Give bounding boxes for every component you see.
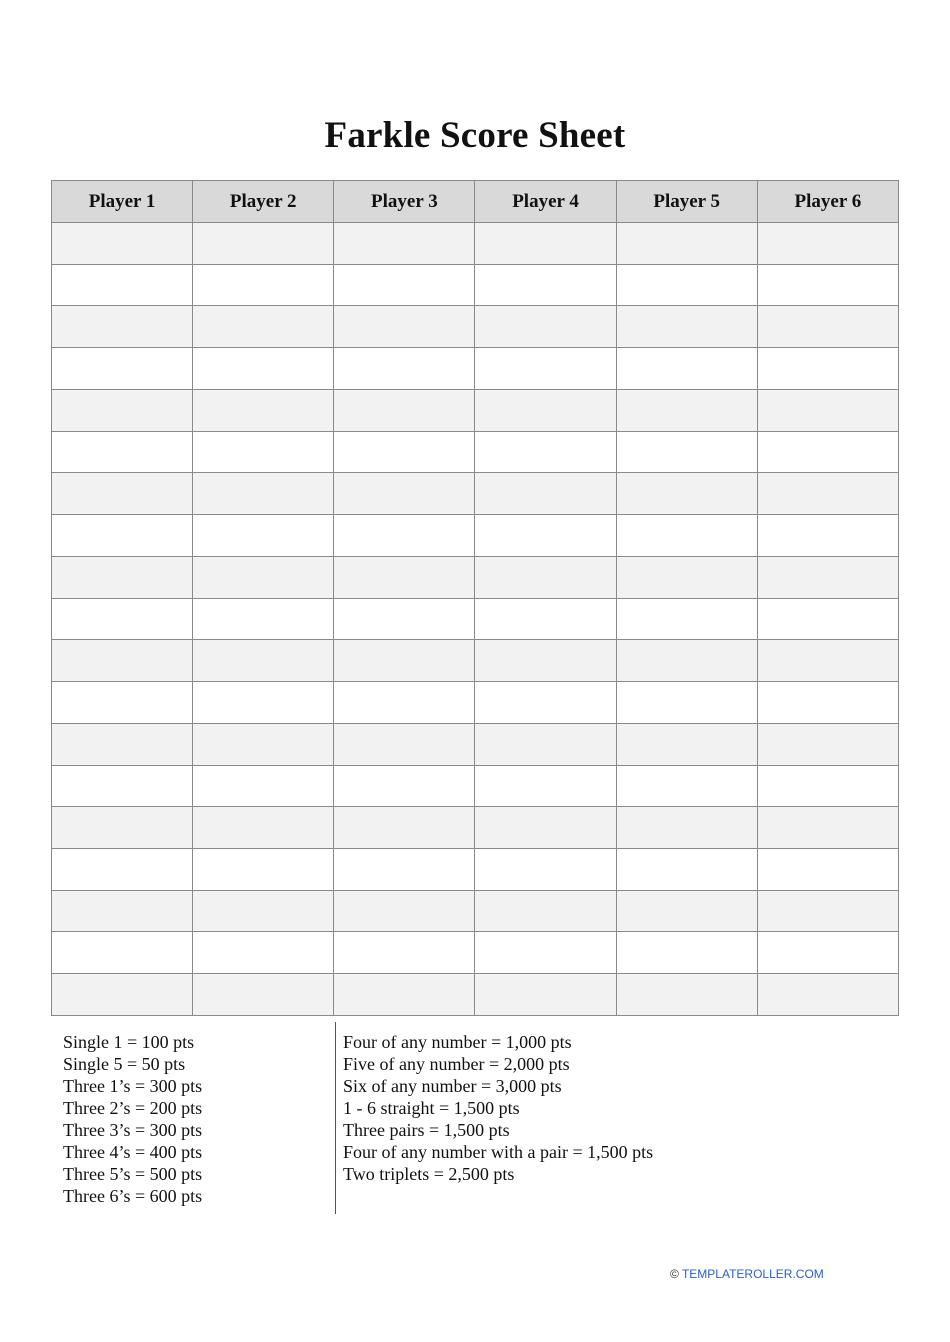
score-cell[interactable] <box>193 515 334 557</box>
score-cell[interactable] <box>193 389 334 431</box>
score-cell[interactable] <box>52 264 193 306</box>
score-cell[interactable] <box>475 765 616 807</box>
score-row <box>52 306 899 348</box>
rule-line: Six of any number = 3,000 pts <box>343 1076 562 1096</box>
score-cell[interactable] <box>475 849 616 891</box>
score-cell[interactable] <box>52 598 193 640</box>
score-cell[interactable] <box>52 932 193 974</box>
score-cell[interactable] <box>52 682 193 724</box>
footer-link[interactable]: TEMPLATEROLLER.COM <box>681 1267 824 1281</box>
rule-line: Single 1 = 100 pts <box>63 1032 195 1052</box>
score-cell[interactable] <box>193 306 334 348</box>
score-cell[interactable] <box>52 223 193 265</box>
score-cell[interactable] <box>475 264 616 306</box>
score-cell[interactable] <box>334 932 475 974</box>
score-cell[interactable] <box>616 431 757 473</box>
score-table <box>51 180 899 1016</box>
score-cell[interactable] <box>757 431 898 473</box>
score-row <box>52 556 899 598</box>
score-row <box>52 431 899 473</box>
score-table-body <box>52 223 899 1016</box>
score-cell[interactable] <box>334 473 475 515</box>
score-cell[interactable] <box>757 389 898 431</box>
score-cell[interactable] <box>757 974 898 1016</box>
score-row <box>52 223 899 265</box>
score-row <box>52 807 899 849</box>
score-cell[interactable] <box>757 932 898 974</box>
score-row <box>52 640 899 682</box>
rule-line: Four of any number with a pair = 1,500 pts <box>343 1142 654 1162</box>
score-cell[interactable] <box>52 431 193 473</box>
score-cell[interactable] <box>475 598 616 640</box>
score-cell[interactable] <box>475 431 616 473</box>
page-title: Farkle Score Sheet <box>324 115 626 156</box>
score-cell[interactable] <box>757 682 898 724</box>
score-cell[interactable] <box>475 515 616 557</box>
score-cell[interactable] <box>475 723 616 765</box>
score-cell[interactable] <box>616 974 757 1016</box>
score-row <box>52 473 899 515</box>
score-cell[interactable] <box>757 765 898 807</box>
score-cell[interactable] <box>52 306 193 348</box>
score-cell[interactable] <box>334 765 475 807</box>
score-cell[interactable] <box>334 598 475 640</box>
score-cell[interactable] <box>475 556 616 598</box>
score-cell[interactable] <box>334 515 475 557</box>
score-row <box>52 264 899 306</box>
score-cell[interactable] <box>616 598 757 640</box>
score-cell[interactable] <box>334 974 475 1016</box>
column-header-player-2: Player 2 <box>193 181 334 223</box>
column-header-player-1: Player 1 <box>52 181 193 223</box>
score-cell[interactable] <box>193 473 334 515</box>
column-header-player-5: Player 5 <box>616 181 757 223</box>
score-row <box>52 348 899 390</box>
score-cell[interactable] <box>616 682 757 724</box>
score-cell[interactable] <box>475 890 616 932</box>
score-cell[interactable] <box>52 807 193 849</box>
score-cell[interactable] <box>334 682 475 724</box>
score-cell[interactable] <box>334 389 475 431</box>
score-cell[interactable] <box>52 849 193 891</box>
score-row <box>52 890 899 932</box>
score-cell[interactable] <box>193 431 334 473</box>
score-cell[interactable] <box>193 849 334 891</box>
score-cell[interactable] <box>475 932 616 974</box>
score-cell[interactable] <box>616 932 757 974</box>
score-cell[interactable] <box>193 640 334 682</box>
score-cell[interactable] <box>193 598 334 640</box>
score-cell[interactable] <box>616 515 757 557</box>
score-cell[interactable] <box>757 890 898 932</box>
score-cell[interactable] <box>616 640 757 682</box>
score-cell[interactable] <box>193 974 334 1016</box>
score-cell[interactable] <box>334 807 475 849</box>
copyright-symbol: © <box>670 1267 679 1281</box>
score-cell[interactable] <box>475 306 616 348</box>
rules-divider <box>335 1022 336 1214</box>
header-row <box>52 181 899 223</box>
score-cell[interactable] <box>757 640 898 682</box>
score-cell[interactable] <box>475 389 616 431</box>
score-cell[interactable] <box>757 556 898 598</box>
score-cell[interactable] <box>334 223 475 265</box>
scoring-rules-right <box>343 1031 653 1185</box>
score-cell[interactable] <box>475 473 616 515</box>
score-cell[interactable] <box>616 348 757 390</box>
score-cell[interactable] <box>52 556 193 598</box>
score-cell[interactable] <box>193 723 334 765</box>
score-cell[interactable] <box>757 849 898 891</box>
score-cell[interactable] <box>757 306 898 348</box>
score-cell[interactable] <box>616 389 757 431</box>
score-cell[interactable] <box>757 348 898 390</box>
score-cell[interactable] <box>334 264 475 306</box>
score-cell[interactable] <box>334 640 475 682</box>
rule-line: Three 3’s = 300 pts <box>63 1120 203 1140</box>
column-header-player-4: Player 4 <box>475 181 616 223</box>
rule-line: 1 - 6 straight = 1,500 pts <box>343 1098 520 1118</box>
score-cell[interactable] <box>475 682 616 724</box>
rule-line: Single 5 = 50 pts <box>63 1054 186 1074</box>
footer-credit <box>670 1267 824 1281</box>
score-cell[interactable] <box>757 807 898 849</box>
score-cell[interactable] <box>52 765 193 807</box>
rule-line: Three 2’s = 200 pts <box>63 1098 203 1118</box>
score-cell[interactable] <box>193 223 334 265</box>
score-cell[interactable] <box>334 556 475 598</box>
score-cell[interactable] <box>334 348 475 390</box>
rule-line: Four of any number = 1,000 pts <box>343 1032 572 1052</box>
rule-line: Three pairs = 1,500 pts <box>343 1120 510 1140</box>
score-row <box>52 765 899 807</box>
score-row <box>52 974 899 1016</box>
score-cell[interactable] <box>193 264 334 306</box>
score-cell[interactable] <box>616 306 757 348</box>
score-cell[interactable] <box>193 348 334 390</box>
score-cell[interactable] <box>475 640 616 682</box>
score-row <box>52 515 899 557</box>
score-cell[interactable] <box>52 723 193 765</box>
score-cell[interactable] <box>757 515 898 557</box>
score-cell[interactable] <box>757 723 898 765</box>
column-header-player-3: Player 3 <box>334 181 475 223</box>
score-cell[interactable] <box>616 223 757 265</box>
score-row <box>52 723 899 765</box>
rule-line: Two triplets = 2,500 pts <box>343 1164 515 1184</box>
score-cell[interactable] <box>52 348 193 390</box>
rule-line: Three 1’s = 300 pts <box>63 1076 203 1096</box>
score-cell[interactable] <box>757 473 898 515</box>
score-cell[interactable] <box>52 640 193 682</box>
score-cell[interactable] <box>334 723 475 765</box>
score-cell[interactable] <box>193 765 334 807</box>
score-cell[interactable] <box>475 223 616 265</box>
score-cell[interactable] <box>52 974 193 1016</box>
score-row <box>52 932 899 974</box>
score-cell[interactable] <box>52 473 193 515</box>
score-cell[interactable] <box>193 932 334 974</box>
score-row <box>52 682 899 724</box>
score-cell[interactable] <box>757 223 898 265</box>
scoring-rules-left <box>63 1031 202 1207</box>
score-cell[interactable] <box>334 849 475 891</box>
score-row <box>52 849 899 891</box>
score-cell[interactable] <box>334 431 475 473</box>
score-cell[interactable] <box>616 765 757 807</box>
score-cell[interactable] <box>475 974 616 1016</box>
score-row <box>52 389 899 431</box>
rule-line: Three 4’s = 400 pts <box>63 1142 203 1162</box>
rule-line: Three 6’s = 600 pts <box>63 1186 203 1206</box>
score-row <box>52 598 899 640</box>
score-cell[interactable] <box>193 682 334 724</box>
score-cell[interactable] <box>52 890 193 932</box>
score-cell[interactable] <box>616 807 757 849</box>
score-cell[interactable] <box>475 807 616 849</box>
score-cell[interactable] <box>334 306 475 348</box>
score-cell[interactable] <box>616 556 757 598</box>
score-cell[interactable] <box>757 264 898 306</box>
score-cell[interactable] <box>52 389 193 431</box>
score-cell[interactable] <box>616 473 757 515</box>
score-cell[interactable] <box>334 890 475 932</box>
score-cell[interactable] <box>616 264 757 306</box>
rule-line: Five of any number = 2,000 pts <box>343 1054 570 1074</box>
score-cell[interactable] <box>757 598 898 640</box>
score-cell[interactable] <box>193 556 334 598</box>
score-cell[interactable] <box>616 890 757 932</box>
rule-line: Three 5’s = 500 pts <box>63 1164 203 1184</box>
column-header-player-6: Player 6 <box>757 181 898 223</box>
score-cell[interactable] <box>193 807 334 849</box>
score-cell[interactable] <box>616 849 757 891</box>
score-cell[interactable] <box>52 515 193 557</box>
score-cell[interactable] <box>616 723 757 765</box>
score-cell[interactable] <box>475 348 616 390</box>
score-cell[interactable] <box>193 890 334 932</box>
